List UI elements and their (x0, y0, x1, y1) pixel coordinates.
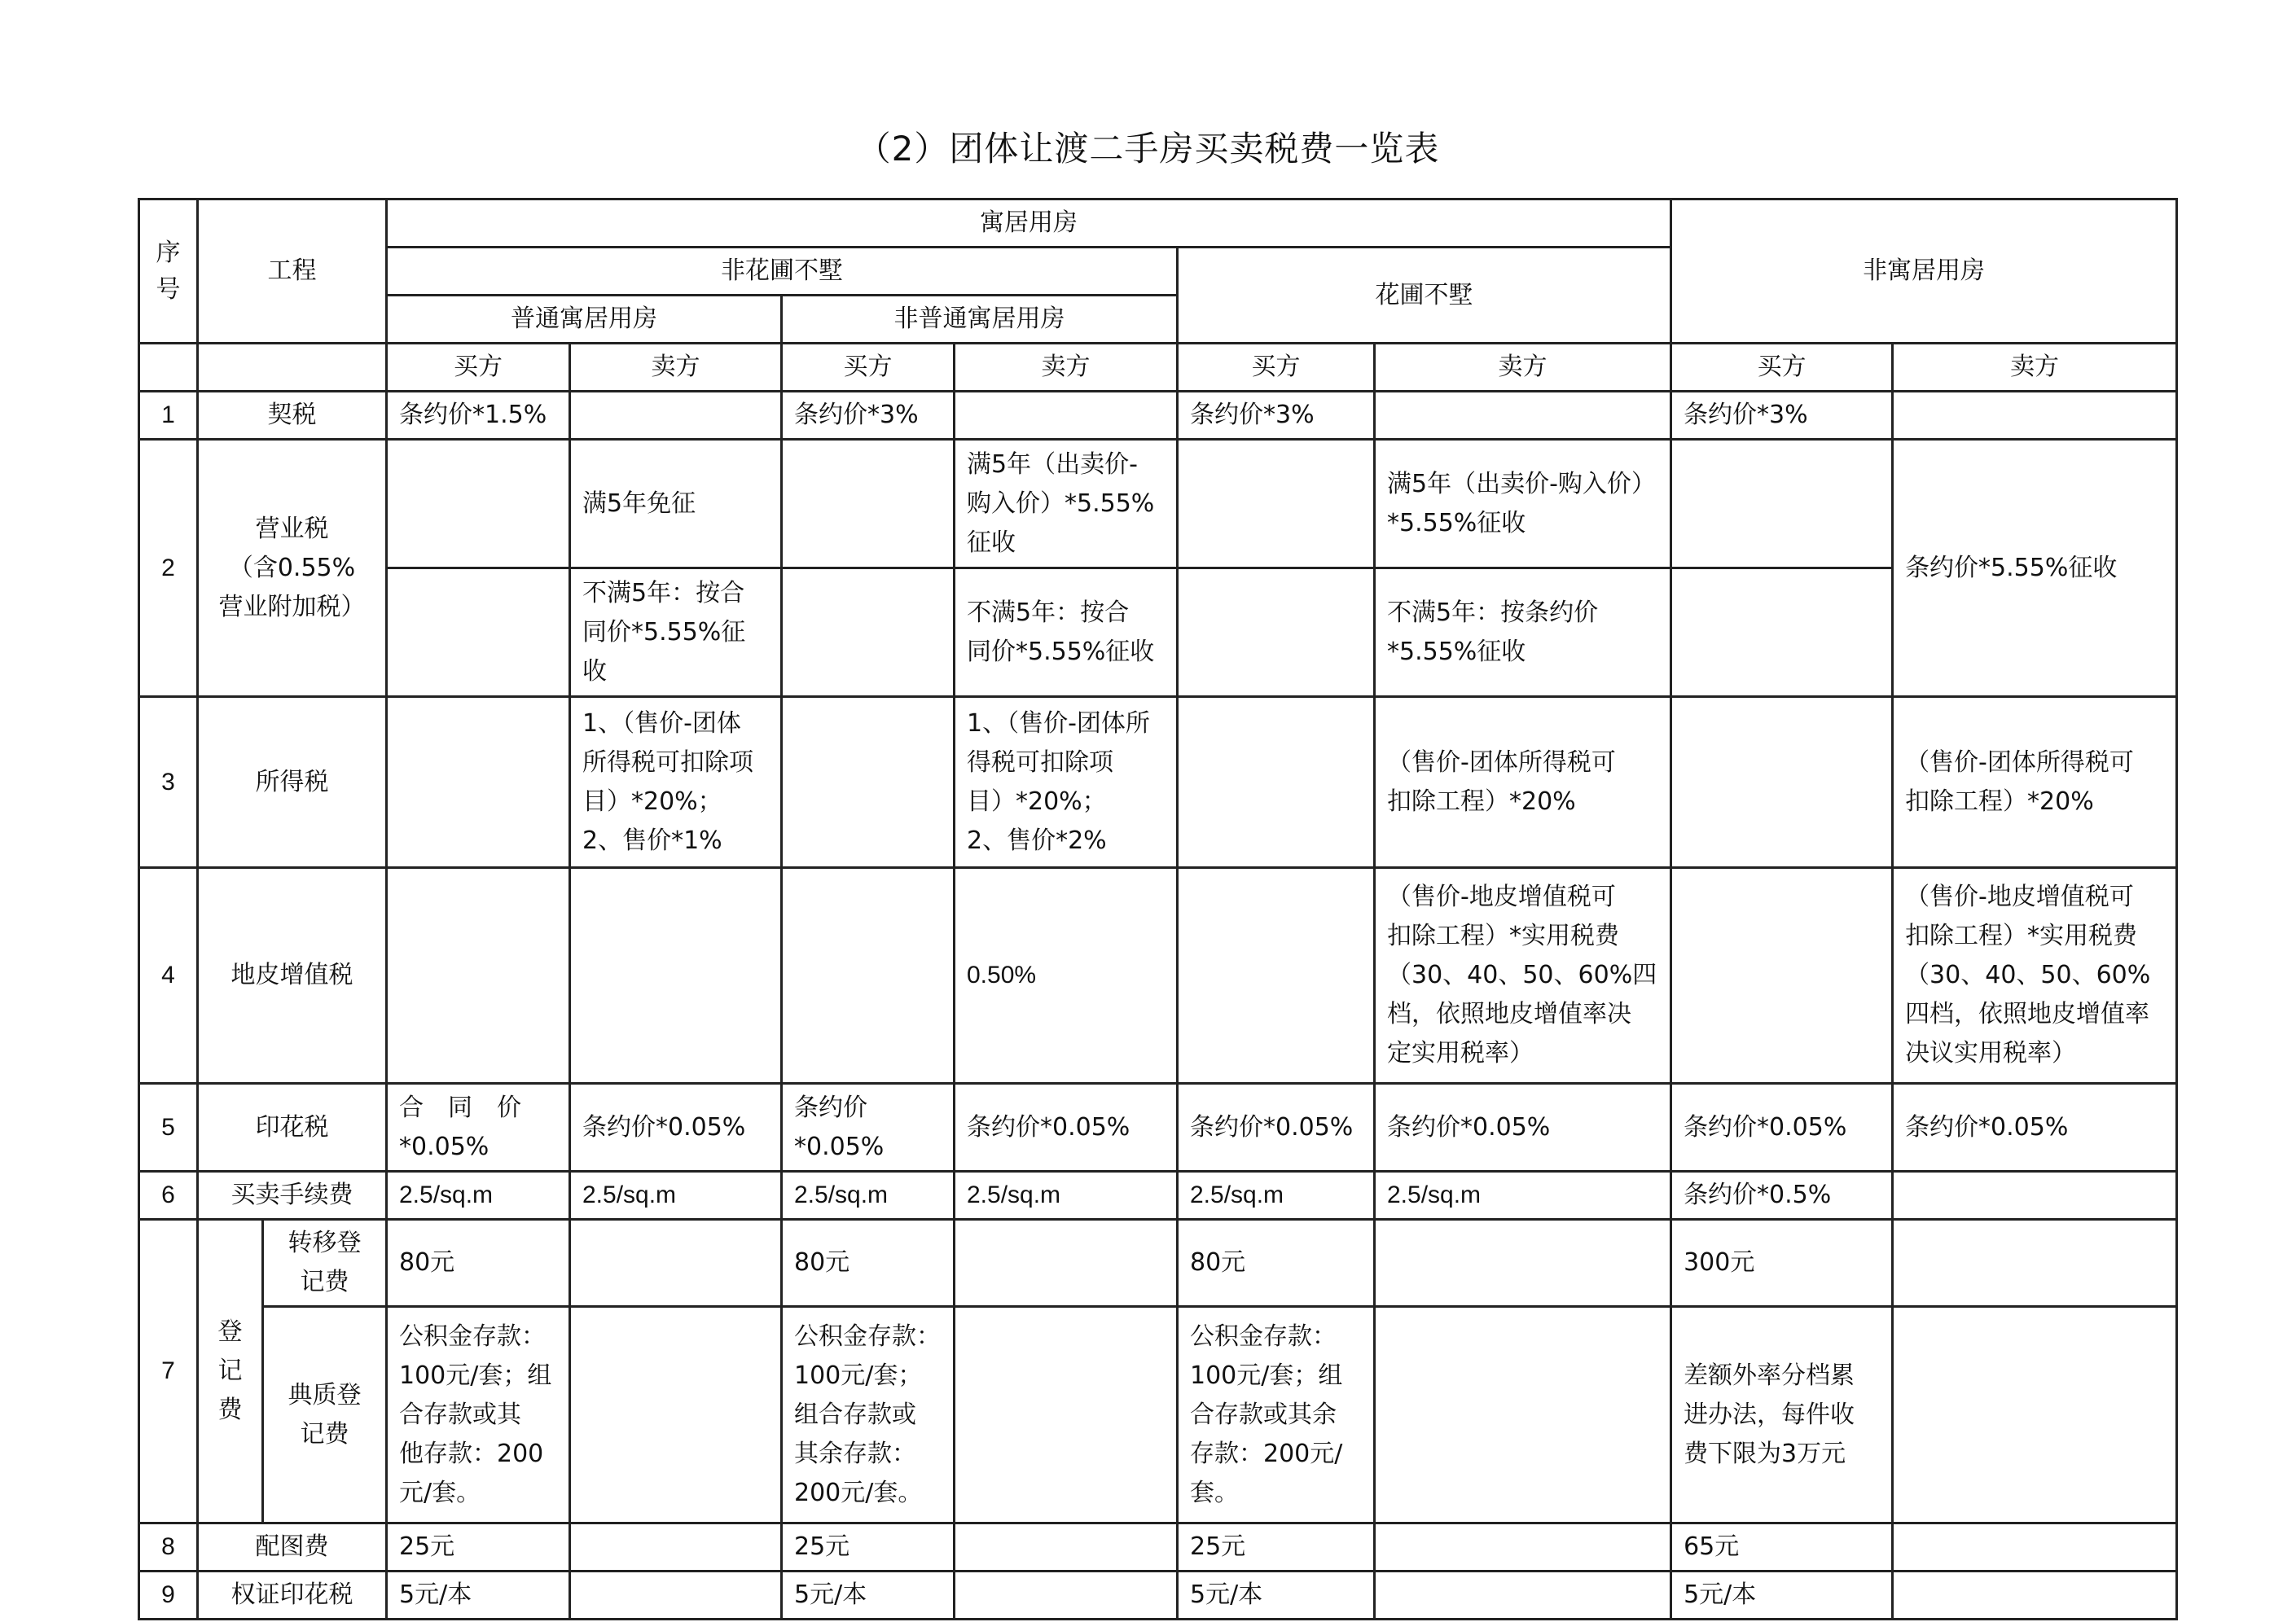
table-cell: 80元 (1178, 1220, 1375, 1307)
header-buyer: 买方 (1671, 344, 1893, 392)
table-cell (570, 392, 782, 440)
table-cell (1375, 1307, 1671, 1523)
table-cell (1671, 440, 1893, 568)
table-cell (1178, 440, 1375, 568)
table-cell: 1、（售价-团体 所得税可扣除项 目）*20%； 2、售价*1% (570, 697, 782, 868)
table-cell: （售价-地皮增值税可 扣除工程）*实用税费 （30、40、50、60%四 档，依照地皮增值率决 定实用税率） (1375, 868, 1671, 1084)
table-cell (782, 868, 955, 1084)
item-transaction-fee: 买卖手续费 (198, 1172, 387, 1220)
table-cell: 5元/本 (782, 1572, 955, 1620)
table-cell (570, 1220, 782, 1307)
table-cell: 80元 (782, 1220, 955, 1307)
blank-cell (198, 344, 387, 392)
item-business-tax: 营业税 （含0.55% 营业附加税） (198, 440, 387, 697)
header-seq: 序 号 (139, 199, 198, 344)
header-residential: 寓居用房 (387, 199, 1671, 248)
table-cell: （售价-地皮增值税可 扣除工程）*实用税费 （30、40、50、60% 四档，依照地皮增值率 决议实用税率） (1893, 868, 2177, 1084)
table-cell (387, 440, 570, 568)
table-cell (782, 440, 955, 568)
table-cell (1893, 1220, 2177, 1307)
table-cell: 满5年免征 (570, 440, 782, 568)
table-cell (782, 697, 955, 868)
table-cell (955, 392, 1178, 440)
row-number: 2 (139, 440, 198, 697)
header-non-villa: 非花圃不墅 (387, 248, 1178, 296)
table-cell: 5元/本 (1671, 1572, 1893, 1620)
row-number: 9 (139, 1572, 198, 1620)
blank-cell (139, 344, 198, 392)
header-item: 工程 (198, 199, 387, 344)
table-cell: 条约价*5.55%征收 (1893, 440, 2177, 697)
table-cell: 不满5年：按合 同价*5.55%征 收 (570, 568, 782, 697)
table-cell: 差额外率分档累 进办法，每件收 费下限为3万元 (1671, 1307, 1893, 1523)
table-cell (1671, 697, 1893, 868)
header-seller: 卖方 (955, 344, 1178, 392)
table-cell: 满5年（出卖价- 购入价）*5.55% 征收 (955, 440, 1178, 568)
table-cell (1893, 1172, 2177, 1220)
item-deed-tax: 契税 (198, 392, 387, 440)
page-title: （2）团体让渡二手房买卖税费一览表 (856, 129, 1440, 169)
row-number: 4 (139, 868, 198, 1084)
table-row (139, 1172, 2177, 1220)
item-transfer-registration-fee: 转移登 记费 (263, 1220, 387, 1307)
table-cell: 不满5年：按合 同价*5.55%征收 (955, 568, 1178, 697)
header-buyer: 买方 (782, 344, 955, 392)
table-cell: 5元/本 (1178, 1572, 1375, 1620)
row-number: 8 (139, 1523, 198, 1572)
table-cell: 2.5/sq.m (570, 1172, 782, 1220)
header-seller: 卖方 (1375, 344, 1671, 392)
row-number: 3 (139, 697, 198, 868)
table-cell: 满5年（出卖价-购入价） *5.55%征收 (1375, 440, 1671, 568)
item-mortgage-registration-fee: 典质登 记费 (263, 1307, 387, 1523)
table-row (139, 1307, 2177, 1523)
table-cell (1893, 392, 2177, 440)
table-cell (1671, 568, 1893, 697)
item-certificate-stamp-tax: 权证印花税 (198, 1572, 387, 1620)
table-cell (1178, 868, 1375, 1084)
table-cell: （售价-团体所得税可 扣除工程）*20% (1375, 697, 1671, 868)
table-cell: 25元 (782, 1523, 955, 1572)
table-cell: 25元 (387, 1523, 570, 1572)
table-cell (570, 1572, 782, 1620)
table-cell: 条约价*3% (1178, 392, 1375, 440)
row-number: 1 (139, 392, 198, 440)
table-cell: 条约价*0.05% (955, 1084, 1178, 1172)
table-cell: 5元/本 (387, 1572, 570, 1620)
table-cell (570, 1523, 782, 1572)
header-non-residential: 非寓居用房 (1671, 199, 2177, 344)
table-cell: 条约价*0.05% (1178, 1084, 1375, 1172)
table-row (139, 1084, 2177, 1172)
table-cell: 条约价*0.05% (1671, 1084, 1893, 1172)
table-row (139, 568, 2177, 697)
item-map-fee: 配图费 (198, 1523, 387, 1572)
item-registration-fee: 登 记 费 (198, 1220, 263, 1523)
table-cell: 公积金存款： 100元/套； 组合存款或 其余存款： 200元/套。 (782, 1307, 955, 1523)
table-cell: 2.5/sq.m (1375, 1172, 1671, 1220)
table-cell (955, 1220, 1178, 1307)
table-cell (782, 568, 955, 697)
table-cell (955, 1307, 1178, 1523)
item-stamp-tax: 印花税 (198, 1084, 387, 1172)
tax-fee-table (138, 198, 2178, 1620)
table-cell (570, 868, 782, 1084)
table-cell: 2.5/sq.m (782, 1172, 955, 1220)
header-non-ordinary: 非普通寓居用房 (782, 296, 1178, 344)
row-number: 6 (139, 1172, 198, 1220)
table-cell (955, 1523, 1178, 1572)
table-cell: 条约价*0.05% (1893, 1084, 2177, 1172)
table-cell: 2.5/sq.m (955, 1172, 1178, 1220)
header-seller: 卖方 (1893, 344, 2177, 392)
table-cell: 公积金存款： 100元/套；组 合存款或其余 存款：200元/ 套。 (1178, 1307, 1375, 1523)
table-row (139, 1220, 2177, 1307)
table-cell: 2.5/sq.m (1178, 1172, 1375, 1220)
table-cell (1375, 1523, 1671, 1572)
table-cell: （售价-团体所得税可 扣除工程）*20% (1893, 697, 2177, 868)
table-cell (1375, 1572, 1671, 1620)
table-cell: 0.50% (955, 868, 1178, 1084)
table-cell (570, 1307, 782, 1523)
table-cell: 条约价*3% (782, 392, 955, 440)
table-cell (1893, 1307, 2177, 1523)
table-cell: 条约价*0.5% (1671, 1172, 1893, 1220)
table-cell: 条约价*3% (1671, 392, 1893, 440)
header-ordinary: 普通寓居用房 (387, 296, 782, 344)
table-cell (387, 868, 570, 1084)
table-cell: 条约价*0.05% (570, 1084, 782, 1172)
header-villa: 花圃不墅 (1178, 248, 1671, 344)
table-cell: 不满5年：按条约价 *5.55%征收 (1375, 568, 1671, 697)
header-seller: 卖方 (570, 344, 782, 392)
table-cell (955, 1572, 1178, 1620)
table-row (139, 440, 2177, 568)
row-number: 7 (139, 1220, 198, 1523)
header-buyer: 买方 (1178, 344, 1375, 392)
table-cell: 300元 (1671, 1220, 1893, 1307)
table-cell: 条约价*0.05% (1375, 1084, 1671, 1172)
row-number: 5 (139, 1084, 198, 1172)
table-cell: 65元 (1671, 1523, 1893, 1572)
table-cell (1375, 1220, 1671, 1307)
table-cell: 80元 (387, 1220, 570, 1307)
table-cell: 1、（售价-团体所 得税可扣除项 目）*20%； 2、售价*2% (955, 697, 1178, 868)
table-cell (1178, 568, 1375, 697)
header-buyer: 买方 (387, 344, 570, 392)
table-cell (1671, 868, 1893, 1084)
item-land-vat: 地皮增值税 (198, 868, 387, 1084)
table-cell: 公积金存款： 100元/套；组 合存款或其 他存款：200 元/套。 (387, 1307, 570, 1523)
table-cell (387, 697, 570, 868)
table-cell (1893, 1572, 2177, 1620)
table-cell: 2.5/sq.m (387, 1172, 570, 1220)
table-row (139, 392, 2177, 440)
table-cell (1893, 1523, 2177, 1572)
table-cell: 条约价*1.5% (387, 392, 570, 440)
table-cell: 25元 (1178, 1523, 1375, 1572)
table-cell (1375, 392, 1671, 440)
item-income-tax: 所得税 (198, 697, 387, 868)
table-cell: 条约价 *0.05% (782, 1084, 955, 1172)
table-cell (1178, 697, 1375, 868)
table-cell: 合 同 价 *0.05% (387, 1084, 570, 1172)
table-row (139, 1523, 2177, 1572)
table-row (139, 697, 2177, 868)
table-cell (387, 568, 570, 697)
table-row (139, 868, 2177, 1084)
table-row (139, 1572, 2177, 1620)
